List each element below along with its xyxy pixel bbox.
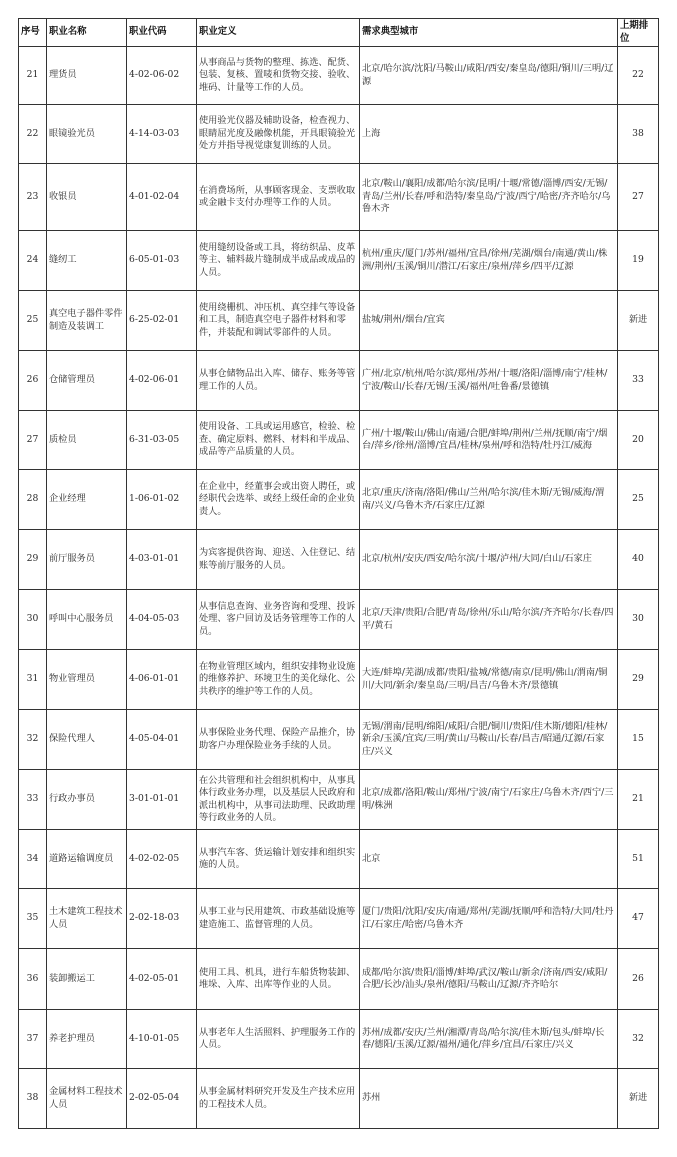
previous-rank: 20: [618, 411, 659, 470]
occupation-code: 6-05-01-03: [127, 231, 197, 291]
table-row: [19, 231, 659, 291]
row-number: 28: [19, 470, 47, 530]
table-row: [19, 710, 659, 770]
header-name: 职业名称: [47, 19, 127, 47]
table-row: [19, 590, 659, 650]
row-number: 32: [19, 710, 47, 770]
occupation-name: 物业管理员: [47, 650, 127, 710]
occupation-name: 土木建筑工程技术人员: [47, 889, 127, 949]
occupation-code: 6-25-02-01: [127, 291, 197, 351]
occupation-code: 4-02-05-01: [127, 949, 197, 1010]
previous-rank: 29: [618, 650, 659, 710]
occupation-name: 金属材料工程技术人员: [47, 1069, 127, 1129]
occupation-definition: 使用设备、工具或运用感官，检验、检查、确定原料、燃料、材料和半成品、成品等产品质量的人员。: [197, 411, 360, 470]
demand-cities: 北京/天津/贵阳/合肥/青岛/徐州/乐山/哈尔滨/齐齐哈尔/长春/四平/黄石: [360, 590, 618, 650]
table-row: [19, 650, 659, 710]
row-number: 30: [19, 590, 47, 650]
occupation-code: 4-02-02-05: [127, 830, 197, 889]
occupation-name: 保险代理人: [47, 710, 127, 770]
occupation-demand-table: [18, 18, 659, 1129]
occupation-definition: 从事信息查询、业务咨询和受理、投诉处理、客户回访及话务管理等工作的人员。: [197, 590, 360, 650]
occupation-definition: 从事老年人生活照料、护理服务工作的人员。: [197, 1010, 360, 1069]
occupation-definition: 使用工具、机具，进行车船货物装卸、堆垛、入库、出库等作业的人员。: [197, 949, 360, 1010]
occupation-name: 装卸搬运工: [47, 949, 127, 1010]
demand-cities: 成都/哈尔滨/贵阳/淄博/蚌埠/武汉/鞍山/新余/济南/西安/咸阳/合肥/长沙/汕头/泉州/德阳/马鞍山/辽源/齐齐哈尔: [360, 949, 618, 1010]
occupation-name: 企业经理: [47, 470, 127, 530]
row-number: 22: [19, 105, 47, 164]
demand-cities: 无锡/渭南/昆明/绵阳/咸阳/合肥/铜川/贵阳/佳木斯/德阳/桂林/新余/玉溪/宜宾/三明/黄山/马鞍山/长春/昌吉/昭通/辽源/石家庄/兴义: [360, 710, 618, 770]
occupation-name: 行政办事员: [47, 770, 127, 830]
occupation-definition: 从事工业与民用建筑、市政基础设施等建造施工、监督管理的人员。: [197, 889, 360, 949]
table-row: [19, 1010, 659, 1069]
occupation-definition: 使用绕栅机、冲压机、真空排气等设备和工具，制造真空电子器件材料和零件，并装配和调试零部件的人员。: [197, 291, 360, 351]
demand-cities: 广州/十堰/鞍山/佛山/南通/合肥/蚌埠/荆州/兰州/抚顺/南宁/烟台/萍乡/徐州/淄博/宜昌/桂林/泉州/呼和浩特/牡丹江/威海: [360, 411, 618, 470]
row-number: 29: [19, 530, 47, 590]
previous-rank: 26: [618, 949, 659, 1010]
occupation-name: 仓储管理员: [47, 351, 127, 411]
table-row: [19, 291, 659, 351]
demand-cities: 北京/哈尔滨/沈阳/马鞍山/咸阳/西安/秦皇岛/德阳/铜川/三明/辽源: [360, 47, 618, 105]
row-number: 23: [19, 164, 47, 231]
table-row: [19, 164, 659, 231]
previous-rank: 32: [618, 1010, 659, 1069]
row-number: 38: [19, 1069, 47, 1129]
table-row: [19, 470, 659, 530]
demand-cities: 上海: [360, 105, 618, 164]
occupation-definition: 使用验光仪器及辅助设备，检查视力、眼睛屈光度及融像机能，开具眼镜验光处方并指导视觉康复训练的人员。: [197, 105, 360, 164]
table-row: [19, 1069, 659, 1129]
header-no: 序号: [19, 19, 47, 47]
row-number: 24: [19, 231, 47, 291]
occupation-code: 6-31-03-05: [127, 411, 197, 470]
demand-cities: 杭州/重庆/厦门/苏州/福州/宜昌/徐州/芜湖/烟台/南通/黄山/株洲/荆州/玉溪/铜川/潜江/石家庄/泉州/萍乡/四平/辽源: [360, 231, 618, 291]
row-number: 27: [19, 411, 47, 470]
occupation-code: 2-02-18-03: [127, 889, 197, 949]
occupation-code: 1-06-01-02: [127, 470, 197, 530]
header-cities: 需求典型城市: [360, 19, 618, 47]
previous-rank: 47: [618, 889, 659, 949]
previous-rank: 新进: [618, 1069, 659, 1129]
occupation-code: 4-05-04-01: [127, 710, 197, 770]
occupation-code: 4-04-05-03: [127, 590, 197, 650]
occupation-code: 4-01-02-04: [127, 164, 197, 231]
table-row: [19, 105, 659, 164]
row-number: 21: [19, 47, 47, 105]
occupation-definition: 在企业中，经董事会或出资人聘任，或经职代会选举、或经上级任命的企业负责人。: [197, 470, 360, 530]
demand-cities: 北京/杭州/安庆/西安/哈尔滨/十堰/泸州/大同/白山/石家庄: [360, 530, 618, 590]
occupation-code: 4-03-01-01: [127, 530, 197, 590]
demand-cities: 北京: [360, 830, 618, 889]
occupation-code: 4-02-06-01: [127, 351, 197, 411]
table-row: [19, 949, 659, 1010]
occupation-definition: 为宾客提供咨询、迎送、入住登记、结账等前厅服务的人员。: [197, 530, 360, 590]
table-row: [19, 530, 659, 590]
table-row: [19, 830, 659, 889]
header-code: 职业代码: [127, 19, 197, 47]
row-number: 31: [19, 650, 47, 710]
demand-cities: 北京/重庆/济南/洛阳/佛山/兰州/哈尔滨/佳木斯/无锡/威海/渭南/兴义/乌鲁木齐/石家庄/辽源: [360, 470, 618, 530]
occupation-definition: 在消费场所，从事顾客现金、支票收取或金融卡支付办理等工作的人员。: [197, 164, 360, 231]
occupation-name: 质检员: [47, 411, 127, 470]
demand-cities: 北京/成都/洛阳/鞍山/郑州/宁波/南宁/石家庄/乌鲁木齐/西宁/三明/株洲: [360, 770, 618, 830]
demand-cities: 苏州: [360, 1069, 618, 1129]
previous-rank: 22: [618, 47, 659, 105]
previous-rank: 21: [618, 770, 659, 830]
header-prev-rank: 上期排位: [618, 19, 659, 47]
occupation-code: 4-06-01-01: [127, 650, 197, 710]
occupation-code: 4-14-03-03: [127, 105, 197, 164]
previous-rank: 27: [618, 164, 659, 231]
occupation-name: 缝纫工: [47, 231, 127, 291]
previous-rank: 38: [618, 105, 659, 164]
demand-cities: 北京/鞍山/襄阳/成都/哈尔滨/昆明/十堰/常德/淄博/西安/无锡/青岛/兰州/长春/呼和浩特/秦皇岛/宁波/西宁/哈密/齐齐哈尔/乌鲁木齐: [360, 164, 618, 231]
occupation-code: 3-01-01-01: [127, 770, 197, 830]
occupation-definition: 从事商品与货物的整理、拣选、配货、包装、复核、置唛和货物交接、验收、堆码、计量等工作的人员。: [197, 47, 360, 105]
demand-cities: 大连/蚌埠/芜湖/成都/贵阳/盐城/常德/南京/昆明/佛山/渭南/铜川/大同/新余/秦皇岛/三明/昌吉/乌鲁木齐/景德镇: [360, 650, 618, 710]
row-number: 26: [19, 351, 47, 411]
demand-cities: 广州/北京/杭州/哈尔滨/郑州/苏州/十堰/洛阳/淄博/南宁/桂林/宁波/鞍山/长春/无锡/玉溪/福州/吐鲁番/景德镇: [360, 351, 618, 411]
occupation-definition: 从事仓储物品出入库、储存、账务等管理工作的人员。: [197, 351, 360, 411]
row-number: 36: [19, 949, 47, 1010]
table-row: [19, 47, 659, 105]
occupation-definition: 从事汽车客、货运输计划安排和组织实施的人员。: [197, 830, 360, 889]
occupation-definition: 在公共管理和社会组织机构中，从事具体行政业务办理，以及基层人民政府和派出机构中，从事司法助理、民政助理等行政业务的人员。: [197, 770, 360, 830]
table-row: [19, 770, 659, 830]
occupation-name: 养老护理员: [47, 1010, 127, 1069]
occupation-name: 真空电子器件零件制造及装调工: [47, 291, 127, 351]
previous-rank: 19: [618, 231, 659, 291]
row-number: 34: [19, 830, 47, 889]
occupation-definition: 在物业管理区域内，组织安排物业设施的维修养护、环境卫生的美化绿化、公共秩序的维护等工作的人员。: [197, 650, 360, 710]
occupation-name: 呼叫中心服务员: [47, 590, 127, 650]
previous-rank: 30: [618, 590, 659, 650]
occupation-code: 4-02-06-02: [127, 47, 197, 105]
occupation-name: 道路运输调度员: [47, 830, 127, 889]
previous-rank: 33: [618, 351, 659, 411]
row-number: 35: [19, 889, 47, 949]
row-number: 25: [19, 291, 47, 351]
row-number: 33: [19, 770, 47, 830]
demand-cities: 苏州/成都/安庆/兰州/湘潭/青岛/哈尔滨/佳木斯/包头/蚌埠/长春/德阳/玉溪/辽源/福州/通化/萍乡/宜昌/石家庄/兴义: [360, 1010, 618, 1069]
table-row: [19, 889, 659, 949]
occupation-definition: 从事保险业务代理、保险产品推介，协助客户办理保险业务手续的人员。: [197, 710, 360, 770]
occupation-name: 收银员: [47, 164, 127, 231]
demand-cities: 厦门/贵阳/沈阳/安庆/南通/郑州/芜湖/抚顺/呼和浩特/大同/牡丹江/石家庄/哈密/乌鲁木齐: [360, 889, 618, 949]
occupation-definition: 从事金属材料研究开发及生产技术应用的工程技术人员。: [197, 1069, 360, 1129]
table-row: [19, 411, 659, 470]
occupation-code: 4-10-01-05: [127, 1010, 197, 1069]
previous-rank: 51: [618, 830, 659, 889]
row-number: 37: [19, 1010, 47, 1069]
occupation-code: 2-02-05-04: [127, 1069, 197, 1129]
previous-rank: 15: [618, 710, 659, 770]
occupation-name: 眼镜验光员: [47, 105, 127, 164]
demand-cities: 盐城/荆州/烟台/宜宾: [360, 291, 618, 351]
previous-rank: 新进: [618, 291, 659, 351]
occupation-definition: 使用缝纫设备或工具，将纺织品、皮革等主、辅料裁片缝制成半成品或成品的人员。: [197, 231, 360, 291]
previous-rank: 40: [618, 530, 659, 590]
previous-rank: 25: [618, 470, 659, 530]
table-header-row: [19, 19, 659, 47]
table-row: [19, 351, 659, 411]
header-definition: 职业定义: [197, 19, 360, 47]
occupation-name: 理货员: [47, 47, 127, 105]
occupation-name: 前厅服务员: [47, 530, 127, 590]
